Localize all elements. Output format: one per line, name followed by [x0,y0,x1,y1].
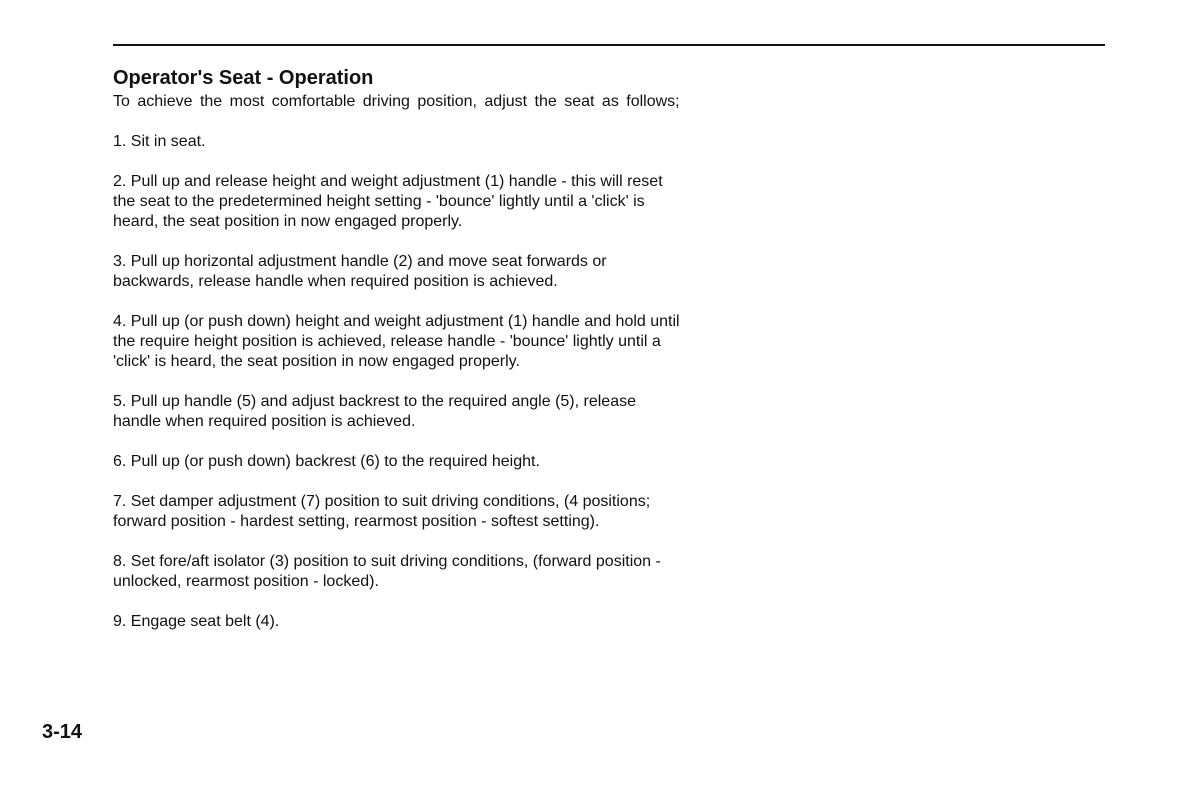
step-6: 6. Pull up (or push down) backrest (6) to the required height. [113,453,540,470]
step-8: 8. Set fore/aft isolator (3) position to suit driving conditions, (forward position - unlocked, rearmost position - locked). [113,553,661,590]
page-title: Operator's Seat - Operation [113,67,374,89]
step-2: 2. Pull up and release height and weight adjustment (1) handle - this will reset the seat to the predetermined height setting - 'bounce' lightly until a 'click' is heard, the seat position in now engaged properly. [113,173,663,230]
step-7: 7. Set damper adjustment (7) position to suit driving conditions, (4 positions; forward position - hardest setting, rearmost position - softest setting). [113,493,651,530]
step-5: 5. Pull up handle (5) and adjust backrest to the required angle (5), release handle when required position is achieved. [113,393,636,430]
step-1: 1. Sit in seat. [113,133,206,150]
step-3: 3. Pull up horizontal adjustment handle (2) and move seat forwards or backwards, release handle when required position is achieved. [113,253,607,290]
page-number: 3-14 [42,721,83,743]
step-9: 9. Engage seat belt (4). [113,613,280,630]
step-4: 4. Pull up (or push down) height and weight adjustment (1) handle and hold until the require height position is achieved, release handle - 'bounce' lightly until a 'click' is heard, the seat position in now engaged properly. [113,313,680,370]
intro-paragraph: To achieve the most comfortable driving position, adjust the seat as follows; [113,93,680,110]
header-rule [113,44,1105,46]
page-content [113,64,793,652]
